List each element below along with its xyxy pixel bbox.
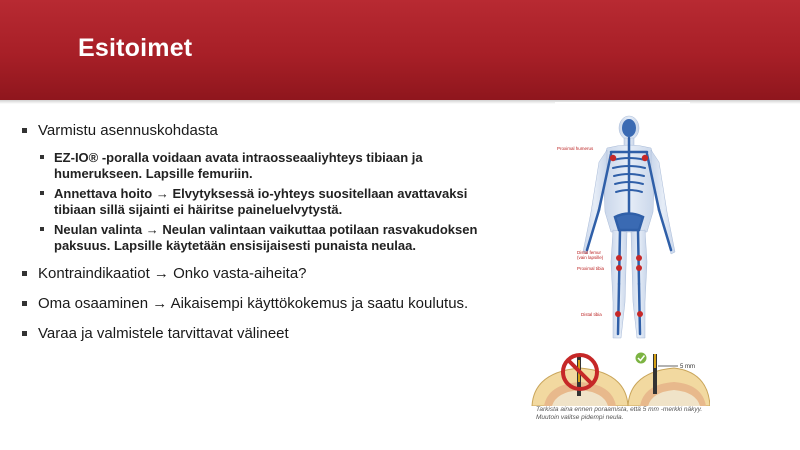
marker-distal-tibia: [615, 311, 621, 317]
bullet-contraindications: [22, 265, 492, 283]
bullet-install-site: [22, 122, 492, 140]
sub-bullet-text: Neulan valintaan vaikuttaa potilaan rasvakudoksen paksuus. Lapsille käytetään ensisijaisesti punaista neulaa.: [54, 222, 478, 253]
skeleton-figure: [555, 102, 690, 348]
label-distal-femur-note: (vain lapsille): [577, 255, 604, 260]
arrow-right-icon: →: [152, 295, 168, 312]
sub-bullet-list: [38, 150, 492, 253]
marker-distal-femur: [616, 255, 622, 261]
label-proximal-humerus: Proximal humerus: [557, 146, 594, 151]
bullet-competence: [22, 295, 492, 313]
sub-bullet-ez-io: [38, 150, 492, 181]
needle-wrong-example: [532, 355, 628, 406]
figure-caption: Tarkista aina ennen poraamista, että 5 mm -merkki näkyy. Muutoin valitse pidempi neula.: [536, 406, 703, 421]
sub-bullet-lead: Neulan valinta: [54, 222, 143, 237]
marker-proximal-tibia-right: [636, 265, 642, 271]
bullet-text: Aikaisempi käyttökokemus ja saatu koulutus.: [170, 295, 469, 312]
bullet-equipment: [22, 325, 492, 343]
bullet-text: Onko vasta-aiheita?: [173, 265, 307, 282]
bullet-list: [22, 122, 492, 353]
skeleton-illustration: [555, 102, 690, 348]
skeleton-bones: [587, 119, 671, 334]
marker-distal-femur-right: [636, 255, 642, 261]
bullet-lead: Kontraindikaatiot: [38, 265, 150, 282]
bullet-text: Varaa ja valmistele tarvittavat välineet: [38, 325, 289, 342]
sub-bullet-text: Elvytyksessä io-yhteys suositellaan avattavaksi tibiaan sillä sijainti ei häiritse paineluelvytystä.: [54, 186, 468, 217]
depth-label: 5 mm: [680, 364, 695, 370]
marker-proximal-tibia: [616, 265, 622, 271]
marker-proximal-humerus-right: [642, 155, 648, 161]
marker-proximal-humerus: [610, 155, 616, 161]
slide-title: Esitoimet: [78, 34, 193, 62]
label-distal-tibia: Distal tibia: [581, 312, 602, 317]
sub-bullet-text: EZ-IO® -poralla voidaan avata intraosseaaliyhteys tibiaan ja humerukseen. Lapsille femuriin.: [54, 150, 423, 181]
label-proximal-tibia: Proximal tibia: [577, 266, 605, 271]
marker-distal-tibia-right: [637, 311, 643, 317]
sub-bullet-treatment: [38, 186, 492, 217]
bullet-text: Varmistu asennuskohdasta: [38, 122, 218, 139]
arrow-right-icon: →: [145, 222, 159, 237]
check-icon: [636, 353, 647, 364]
arrow-right-icon: →: [153, 265, 169, 282]
label-distal-femur: Distal femur: [577, 250, 602, 255]
sub-bullet-lead: Annettava hoito: [54, 186, 153, 201]
arrow-right-icon: →: [155, 186, 169, 201]
bullet-lead: Oma osaaminen: [38, 295, 149, 312]
needle-depth-illustration: [530, 350, 710, 406]
needle-correct-example: [628, 353, 710, 407]
sub-bullet-needle: [38, 222, 492, 253]
